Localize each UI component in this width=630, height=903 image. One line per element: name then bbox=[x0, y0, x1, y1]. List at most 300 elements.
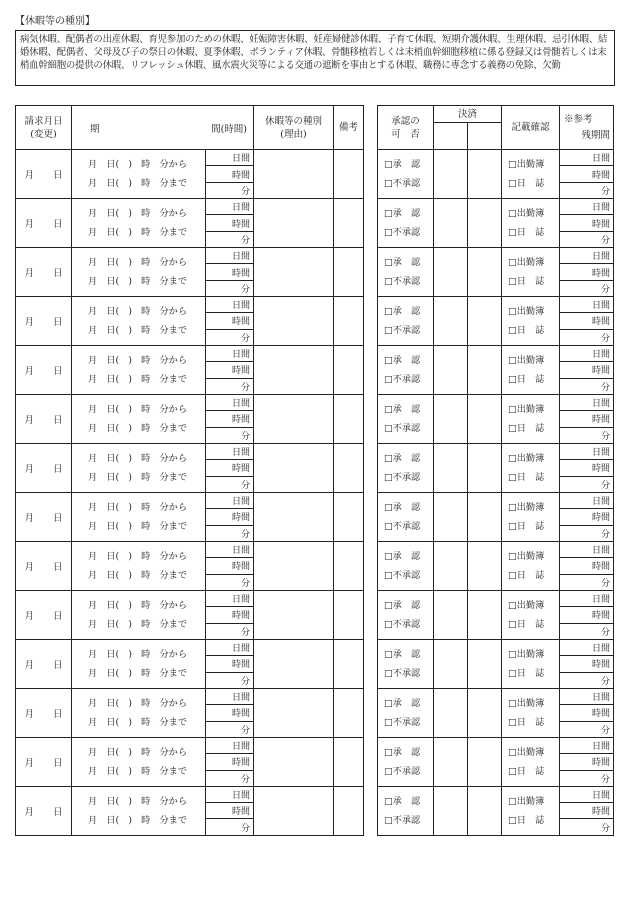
table-row bbox=[378, 688, 614, 704]
decision-stamp-1[interactable] bbox=[434, 688, 468, 737]
period-unit-cell[interactable]: 時間 bbox=[206, 411, 254, 427]
attendance-checkbox[interactable]: □出勤簿 bbox=[508, 305, 545, 317]
decision-header: 決済 bbox=[434, 106, 502, 123]
decision-stamp-1[interactable] bbox=[434, 786, 468, 835]
period-unit-cell[interactable]: 日間 bbox=[206, 639, 254, 655]
leave-type-cell[interactable] bbox=[254, 737, 334, 786]
approval-cell[interactable] bbox=[378, 150, 434, 199]
period-unit-cell[interactable]: 分 bbox=[206, 231, 254, 247]
leave-type-cell[interactable] bbox=[254, 639, 334, 688]
remarks-cell[interactable] bbox=[334, 247, 364, 296]
period-from: 月 日( ) 時 分から bbox=[88, 795, 188, 807]
decision-stamp-1[interactable] bbox=[434, 443, 468, 492]
attendance-checkbox[interactable]: □出勤簿 bbox=[508, 795, 545, 807]
decision-stamp-2[interactable] bbox=[468, 492, 502, 541]
diary-checkbox[interactable]: □日 誌 bbox=[508, 765, 545, 777]
approval-cell[interactable] bbox=[378, 639, 434, 688]
remarks-cell[interactable] bbox=[334, 443, 364, 492]
decision-stamp-2[interactable] bbox=[468, 590, 502, 639]
table-row bbox=[16, 150, 364, 166]
period-from: 月 日( ) 時 分から bbox=[88, 158, 188, 170]
remaining-unit-cell[interactable]: 分 bbox=[560, 525, 614, 541]
remaining-unit-cell[interactable]: 分 bbox=[560, 329, 614, 345]
attendance-checkbox[interactable]: □出勤簿 bbox=[508, 550, 545, 562]
period-unit-cell[interactable]: 時間 bbox=[206, 803, 254, 819]
leave-type-cell[interactable] bbox=[254, 786, 334, 835]
record-header: 記載確認 bbox=[502, 106, 560, 150]
remaining-unit-cell[interactable]: 時間 bbox=[560, 362, 614, 378]
period-from: 月 日( ) 時 分から bbox=[88, 648, 188, 660]
table-row bbox=[378, 786, 614, 802]
table-row bbox=[16, 296, 364, 312]
table-row bbox=[378, 394, 614, 410]
attendance-checkbox[interactable]: □出勤簿 bbox=[508, 697, 545, 709]
record-check-cell[interactable] bbox=[502, 590, 560, 639]
period-from: 月 日( ) 時 分から bbox=[88, 599, 188, 611]
decision-stamp-2[interactable] bbox=[468, 247, 502, 296]
approve-checkbox[interactable]: □承 認 bbox=[384, 550, 421, 562]
period-unit-cell[interactable]: 分 bbox=[206, 770, 254, 786]
approve-checkbox[interactable]: □承 認 bbox=[384, 403, 421, 415]
period-cell[interactable] bbox=[72, 786, 206, 835]
approval-table bbox=[377, 105, 614, 836]
period-unit-cell[interactable]: 日間 bbox=[206, 150, 254, 166]
period-unit-cell[interactable]: 日間 bbox=[206, 737, 254, 753]
decision-stamp-1[interactable] bbox=[434, 345, 468, 394]
period-cell[interactable] bbox=[72, 688, 206, 737]
period-cell[interactable] bbox=[72, 590, 206, 639]
period-unit-cell[interactable]: 時間 bbox=[206, 362, 254, 378]
remaining-unit-cell[interactable]: 日間 bbox=[560, 247, 614, 263]
remaining-unit-cell[interactable]: 時間 bbox=[560, 558, 614, 574]
period-cell[interactable] bbox=[72, 639, 206, 688]
remaining-unit-cell[interactable]: 日間 bbox=[560, 590, 614, 606]
period-unit-cell[interactable]: 分 bbox=[206, 721, 254, 737]
period-to: 月 日( ) 時 分まで bbox=[88, 520, 188, 532]
approval-cell[interactable] bbox=[378, 590, 434, 639]
period-unit-cell[interactable]: 分 bbox=[206, 574, 254, 590]
decision-stamp-2[interactable] bbox=[468, 394, 502, 443]
request-date-cell[interactable]: 月 日 bbox=[16, 541, 72, 590]
remaining-unit-cell[interactable]: 時間 bbox=[560, 509, 614, 525]
leave-type-cell[interactable] bbox=[254, 394, 334, 443]
period-unit-cell[interactable]: 時間 bbox=[206, 558, 254, 574]
decision-stamp-1[interactable] bbox=[434, 394, 468, 443]
approve-checkbox[interactable]: □承 認 bbox=[384, 207, 421, 219]
request-date-cell[interactable]: 月 日 bbox=[16, 247, 72, 296]
approval-cell[interactable] bbox=[378, 688, 434, 737]
record-check-cell[interactable] bbox=[502, 786, 560, 835]
table-row bbox=[16, 590, 364, 606]
period-unit-cell[interactable]: 日間 bbox=[206, 590, 254, 606]
attendance-checkbox[interactable]: □出勤簿 bbox=[508, 207, 545, 219]
period-unit-cell[interactable]: 時間 bbox=[206, 705, 254, 721]
approval-cell[interactable] bbox=[378, 786, 434, 835]
remarks-cell[interactable] bbox=[334, 639, 364, 688]
period-unit-cell[interactable]: 分 bbox=[206, 378, 254, 394]
remaining-unit-cell[interactable]: 時間 bbox=[560, 607, 614, 623]
period-cell[interactable] bbox=[72, 150, 206, 199]
approve-checkbox[interactable]: □承 認 bbox=[384, 599, 421, 611]
reject-checkbox[interactable]: □不承認 bbox=[384, 177, 421, 189]
remaining-unit-cell[interactable]: 分 bbox=[560, 672, 614, 688]
approve-checkbox[interactable]: □承 認 bbox=[384, 256, 421, 268]
reject-checkbox[interactable]: □不承認 bbox=[384, 520, 421, 532]
leave-type-cell[interactable] bbox=[254, 150, 334, 199]
record-check-cell[interactable] bbox=[502, 296, 560, 345]
approve-checkbox[interactable]: □承 認 bbox=[384, 697, 421, 709]
remaining-unit-cell[interactable]: 日間 bbox=[560, 492, 614, 508]
request-date-cell[interactable]: 月 日 bbox=[16, 443, 72, 492]
remaining-unit-cell[interactable]: 時間 bbox=[560, 313, 614, 329]
approval-cell[interactable] bbox=[378, 541, 434, 590]
leave-type-cell[interactable] bbox=[254, 296, 334, 345]
period-unit-cell[interactable]: 日間 bbox=[206, 443, 254, 459]
remaining-unit-cell[interactable]: 時間 bbox=[560, 411, 614, 427]
request-date-cell[interactable]: 月 日 bbox=[16, 150, 72, 199]
remaining-unit-cell[interactable]: 日間 bbox=[560, 443, 614, 459]
period-from: 月 日( ) 時 分から bbox=[88, 403, 188, 415]
diary-checkbox[interactable]: □日 誌 bbox=[508, 471, 545, 483]
remaining-unit-cell[interactable]: 時間 bbox=[560, 166, 614, 182]
leave-type-cell[interactable] bbox=[254, 345, 334, 394]
decision-stamp-1[interactable] bbox=[434, 541, 468, 590]
diary-checkbox[interactable]: □日 誌 bbox=[508, 373, 545, 385]
table-row bbox=[16, 443, 364, 459]
leave-type-cell[interactable] bbox=[254, 247, 334, 296]
approval-cell[interactable] bbox=[378, 443, 434, 492]
period-cell[interactable] bbox=[72, 296, 206, 345]
remarks-cell[interactable] bbox=[334, 296, 364, 345]
attendance-checkbox[interactable]: □出勤簿 bbox=[508, 403, 545, 415]
diary-checkbox[interactable]: □日 誌 bbox=[508, 177, 545, 189]
period-unit-cell[interactable]: 日間 bbox=[206, 198, 254, 214]
decision-stamp-1[interactable] bbox=[434, 247, 468, 296]
decision-stamp-1[interactable] bbox=[434, 296, 468, 345]
decision-stamp-1[interactable] bbox=[434, 492, 468, 541]
attendance-checkbox[interactable]: □出勤簿 bbox=[508, 256, 545, 268]
period-unit-cell[interactable]: 日間 bbox=[206, 296, 254, 312]
diary-checkbox[interactable]: □日 誌 bbox=[508, 324, 545, 336]
period-cell[interactable] bbox=[72, 492, 206, 541]
table-row bbox=[16, 737, 364, 753]
table-row bbox=[378, 198, 614, 214]
approve-checkbox[interactable]: □承 認 bbox=[384, 452, 421, 464]
remaining-unit-cell[interactable]: 日間 bbox=[560, 541, 614, 557]
record-check-cell[interactable] bbox=[502, 247, 560, 296]
reject-checkbox[interactable]: □不承認 bbox=[384, 471, 421, 483]
period-unit-cell[interactable]: 日間 bbox=[206, 247, 254, 263]
request-date-cell[interactable]: 月 日 bbox=[16, 198, 72, 247]
period-unit-cell[interactable]: 分 bbox=[206, 280, 254, 296]
attendance-checkbox[interactable]: □出勤簿 bbox=[508, 648, 545, 660]
period-cell[interactable] bbox=[72, 345, 206, 394]
remaining-unit-cell[interactable]: 日間 bbox=[560, 737, 614, 753]
decision-stamp-2[interactable] bbox=[468, 198, 502, 247]
period-to: 月 日( ) 時 分まで bbox=[88, 471, 188, 483]
period-unit-cell[interactable]: 日間 bbox=[206, 688, 254, 704]
table-row bbox=[16, 345, 364, 361]
period-unit-cell[interactable]: 日間 bbox=[206, 345, 254, 361]
remaining-unit-cell[interactable]: 分 bbox=[560, 231, 614, 247]
remaining-unit-cell[interactable]: 分 bbox=[560, 819, 614, 835]
table-row bbox=[378, 492, 614, 508]
diary-checkbox[interactable]: □日 誌 bbox=[508, 226, 545, 238]
period-cell[interactable] bbox=[72, 198, 206, 247]
period-unit-cell[interactable]: 時間 bbox=[206, 607, 254, 623]
remaining-unit-cell[interactable]: 分 bbox=[560, 623, 614, 639]
request-date-cell[interactable]: 月 日 bbox=[16, 394, 72, 443]
decision-cell-2 bbox=[468, 123, 502, 150]
reject-checkbox[interactable]: □不承認 bbox=[384, 569, 421, 581]
reject-checkbox[interactable]: □不承認 bbox=[384, 324, 421, 336]
record-check-cell[interactable] bbox=[502, 394, 560, 443]
remaining-unit-cell[interactable]: 時間 bbox=[560, 460, 614, 476]
decision-stamp-2[interactable] bbox=[468, 443, 502, 492]
reject-checkbox[interactable]: □不承認 bbox=[384, 618, 421, 630]
period-unit-cell[interactable]: 日間 bbox=[206, 541, 254, 557]
attendance-checkbox[interactable]: □出勤簿 bbox=[508, 158, 545, 170]
period-unit-cell[interactable]: 時間 bbox=[206, 754, 254, 770]
request-date-cell[interactable]: 月 日 bbox=[16, 688, 72, 737]
remaining-unit-cell[interactable]: 日間 bbox=[560, 198, 614, 214]
table-row bbox=[378, 590, 614, 606]
remaining-unit-cell[interactable]: 時間 bbox=[560, 705, 614, 721]
period-unit-cell[interactable]: 分 bbox=[206, 525, 254, 541]
period-cell[interactable] bbox=[72, 737, 206, 786]
approve-checkbox[interactable]: □承 認 bbox=[384, 354, 421, 366]
remaining-unit-cell[interactable]: 分 bbox=[560, 770, 614, 786]
period-unit-cell[interactable]: 分 bbox=[206, 329, 254, 345]
remaining-unit-cell[interactable]: 日間 bbox=[560, 150, 614, 166]
decision-stamp-1[interactable] bbox=[434, 198, 468, 247]
remaining-unit-cell[interactable]: 時間 bbox=[560, 754, 614, 770]
remaining-unit-cell[interactable]: 日間 bbox=[560, 786, 614, 802]
decision-stamp-2[interactable] bbox=[468, 541, 502, 590]
table-row bbox=[16, 786, 364, 802]
period-unit-cell[interactable]: 分 bbox=[206, 182, 254, 198]
period-from: 月 日( ) 時 分から bbox=[88, 354, 188, 366]
table-row bbox=[378, 345, 614, 361]
reject-checkbox[interactable]: □不承認 bbox=[384, 422, 421, 434]
period-from: 月 日( ) 時 分から bbox=[88, 697, 188, 709]
period-unit-cell[interactable]: 時間 bbox=[206, 313, 254, 329]
decision-stamp-1[interactable] bbox=[434, 590, 468, 639]
remarks-cell[interactable] bbox=[334, 590, 364, 639]
leave-type-cell[interactable] bbox=[254, 688, 334, 737]
diary-checkbox[interactable]: □日 誌 bbox=[508, 716, 545, 728]
remaining-unit-cell[interactable]: 時間 bbox=[560, 803, 614, 819]
reject-checkbox[interactable]: □不承認 bbox=[384, 716, 421, 728]
reject-checkbox[interactable]: □不承認 bbox=[384, 373, 421, 385]
table-row bbox=[16, 639, 364, 655]
reference-header: ※参考 残期間 bbox=[560, 106, 614, 150]
reject-checkbox[interactable]: □不承認 bbox=[384, 275, 421, 287]
request-date-cell[interactable]: 月 日 bbox=[16, 492, 72, 541]
period-header: 期 間(時間) bbox=[72, 106, 254, 150]
approve-checkbox[interactable]: □承 認 bbox=[384, 648, 421, 660]
attendance-checkbox[interactable]: □出勤簿 bbox=[508, 354, 545, 366]
remaining-unit-cell[interactable]: 時間 bbox=[560, 264, 614, 280]
record-check-cell[interactable] bbox=[502, 443, 560, 492]
approval-cell[interactable] bbox=[378, 198, 434, 247]
record-check-cell[interactable] bbox=[502, 737, 560, 786]
diary-checkbox[interactable]: □日 誌 bbox=[508, 618, 545, 630]
remaining-unit-cell[interactable]: 日間 bbox=[560, 639, 614, 655]
decision-stamp-2[interactable] bbox=[468, 786, 502, 835]
period-unit-cell[interactable]: 分 bbox=[206, 672, 254, 688]
approve-checkbox[interactable]: □承 認 bbox=[384, 746, 421, 758]
attendance-checkbox[interactable]: □出勤簿 bbox=[508, 452, 545, 464]
period-unit-cell[interactable]: 分 bbox=[206, 623, 254, 639]
remaining-unit-cell[interactable]: 分 bbox=[560, 721, 614, 737]
leave-type-cell[interactable] bbox=[254, 541, 334, 590]
table-row bbox=[378, 737, 614, 753]
approval-cell[interactable] bbox=[378, 492, 434, 541]
decision-stamp-1[interactable] bbox=[434, 150, 468, 199]
leave-type-header: 休暇等の種別 (理由) bbox=[254, 106, 334, 150]
table-row bbox=[378, 639, 614, 655]
diary-checkbox[interactable]: □日 誌 bbox=[508, 667, 545, 679]
period-unit-cell[interactable]: 日間 bbox=[206, 492, 254, 508]
approval-cell[interactable] bbox=[378, 296, 434, 345]
remarks-header: 備考 bbox=[334, 106, 364, 150]
table-row bbox=[378, 150, 614, 166]
remarks-cell[interactable] bbox=[334, 688, 364, 737]
remaining-unit-cell[interactable]: 分 bbox=[560, 476, 614, 492]
remarks-cell[interactable] bbox=[334, 198, 364, 247]
diary-checkbox[interactable]: □日 誌 bbox=[508, 569, 545, 581]
period-to: 月 日( ) 時 分まで bbox=[88, 569, 188, 581]
request-date-cell[interactable]: 月 日 bbox=[16, 737, 72, 786]
period-from: 月 日( ) 時 分から bbox=[88, 452, 188, 464]
remarks-cell[interactable] bbox=[334, 541, 364, 590]
decision-stamp-2[interactable] bbox=[468, 296, 502, 345]
period-unit-cell[interactable]: 時間 bbox=[206, 460, 254, 476]
diary-checkbox[interactable]: □日 誌 bbox=[508, 814, 545, 826]
approval-cell[interactable] bbox=[378, 737, 434, 786]
period-to: 月 日( ) 時 分まで bbox=[88, 177, 188, 189]
remaining-unit-cell[interactable]: 時間 bbox=[560, 215, 614, 231]
period-to: 月 日( ) 時 分まで bbox=[88, 373, 188, 385]
remarks-cell[interactable] bbox=[334, 737, 364, 786]
decision-stamp-2[interactable] bbox=[468, 639, 502, 688]
diary-checkbox[interactable]: □日 誌 bbox=[508, 422, 545, 434]
approve-checkbox[interactable]: □承 認 bbox=[384, 795, 421, 807]
diary-checkbox[interactable]: □日 誌 bbox=[508, 275, 545, 287]
decision-stamp-2[interactable] bbox=[468, 150, 502, 199]
remaining-unit-cell[interactable]: 分 bbox=[560, 280, 614, 296]
period-unit-cell[interactable]: 分 bbox=[206, 476, 254, 492]
table-row bbox=[16, 198, 364, 214]
decision-stamp-2[interactable] bbox=[468, 345, 502, 394]
remarks-cell[interactable] bbox=[334, 150, 364, 199]
period-cell[interactable] bbox=[72, 443, 206, 492]
leave-type-cell[interactable] bbox=[254, 492, 334, 541]
period-from: 月 日( ) 時 分から bbox=[88, 305, 188, 317]
leave-type-cell[interactable] bbox=[254, 198, 334, 247]
reject-checkbox[interactable]: □不承認 bbox=[384, 814, 421, 826]
remarks-cell[interactable] bbox=[334, 345, 364, 394]
record-check-cell[interactable] bbox=[502, 688, 560, 737]
record-check-cell[interactable] bbox=[502, 150, 560, 199]
record-check-cell[interactable] bbox=[502, 541, 560, 590]
remarks-cell[interactable] bbox=[334, 492, 364, 541]
leave-type-cell[interactable] bbox=[254, 443, 334, 492]
record-check-cell[interactable] bbox=[502, 345, 560, 394]
period-to: 月 日( ) 時 分まで bbox=[88, 275, 188, 287]
period-unit-cell[interactable]: 時間 bbox=[206, 215, 254, 231]
approve-checkbox[interactable]: □承 認 bbox=[384, 158, 421, 170]
request-date-cell[interactable]: 月 日 bbox=[16, 786, 72, 835]
request-date-cell[interactable]: 月 日 bbox=[16, 590, 72, 639]
decision-stamp-1[interactable] bbox=[434, 639, 468, 688]
period-cell[interactable] bbox=[72, 541, 206, 590]
reject-checkbox[interactable]: □不承認 bbox=[384, 667, 421, 679]
period-unit-cell[interactable]: 時間 bbox=[206, 656, 254, 672]
period-unit-cell[interactable]: 日間 bbox=[206, 786, 254, 802]
approval-cell[interactable] bbox=[378, 345, 434, 394]
attendance-checkbox[interactable]: □出勤簿 bbox=[508, 501, 545, 513]
decision-stamp-2[interactable] bbox=[468, 737, 502, 786]
period-unit-cell[interactable]: 分 bbox=[206, 427, 254, 443]
decision-stamp-2[interactable] bbox=[468, 688, 502, 737]
reject-checkbox[interactable]: □不承認 bbox=[384, 765, 421, 777]
attendance-checkbox[interactable]: □出勤簿 bbox=[508, 599, 545, 611]
approval-cell[interactable] bbox=[378, 247, 434, 296]
period-cell[interactable] bbox=[72, 247, 206, 296]
reject-checkbox[interactable]: □不承認 bbox=[384, 226, 421, 238]
diary-checkbox[interactable]: □日 誌 bbox=[508, 520, 545, 532]
period-cell[interactable] bbox=[72, 394, 206, 443]
remaining-unit-cell[interactable]: 分 bbox=[560, 574, 614, 590]
remarks-cell[interactable] bbox=[334, 786, 364, 835]
remaining-unit-cell[interactable]: 日間 bbox=[560, 296, 614, 312]
remarks-cell[interactable] bbox=[334, 394, 364, 443]
remaining-unit-cell[interactable]: 日間 bbox=[560, 345, 614, 361]
decision-stamp-1[interactable] bbox=[434, 737, 468, 786]
table-row bbox=[16, 394, 364, 410]
remaining-unit-cell[interactable]: 分 bbox=[560, 378, 614, 394]
request-date-cell[interactable]: 月 日 bbox=[16, 639, 72, 688]
period-unit-cell[interactable]: 時間 bbox=[206, 264, 254, 280]
period-to: 月 日( ) 時 分まで bbox=[88, 226, 188, 238]
record-check-cell[interactable] bbox=[502, 639, 560, 688]
approve-checkbox[interactable]: □承 認 bbox=[384, 501, 421, 513]
record-check-cell[interactable] bbox=[502, 198, 560, 247]
period-unit-cell[interactable]: 分 bbox=[206, 819, 254, 835]
request-date-cell[interactable]: 月 日 bbox=[16, 296, 72, 345]
remaining-unit-cell[interactable]: 分 bbox=[560, 182, 614, 198]
period-to: 月 日( ) 時 分まで bbox=[88, 765, 188, 777]
attendance-checkbox[interactable]: □出勤簿 bbox=[508, 746, 545, 758]
remaining-unit-cell[interactable]: 時間 bbox=[560, 656, 614, 672]
leave-type-cell[interactable] bbox=[254, 590, 334, 639]
request-date-header: 請求月日 (変更) bbox=[16, 106, 72, 150]
remaining-unit-cell[interactable]: 日間 bbox=[560, 688, 614, 704]
period-unit-cell[interactable]: 時間 bbox=[206, 509, 254, 525]
record-check-cell[interactable] bbox=[502, 492, 560, 541]
period-from: 月 日( ) 時 分から bbox=[88, 207, 188, 219]
remaining-unit-cell[interactable]: 日間 bbox=[560, 394, 614, 410]
request-date-cell[interactable]: 月 日 bbox=[16, 345, 72, 394]
period-unit-cell[interactable]: 時間 bbox=[206, 166, 254, 182]
remaining-unit-cell[interactable]: 分 bbox=[560, 427, 614, 443]
approval-header: 承認の 可 否 bbox=[378, 106, 434, 150]
period-unit-cell[interactable]: 日間 bbox=[206, 394, 254, 410]
approval-cell[interactable] bbox=[378, 394, 434, 443]
approve-checkbox[interactable]: □承 認 bbox=[384, 305, 421, 317]
